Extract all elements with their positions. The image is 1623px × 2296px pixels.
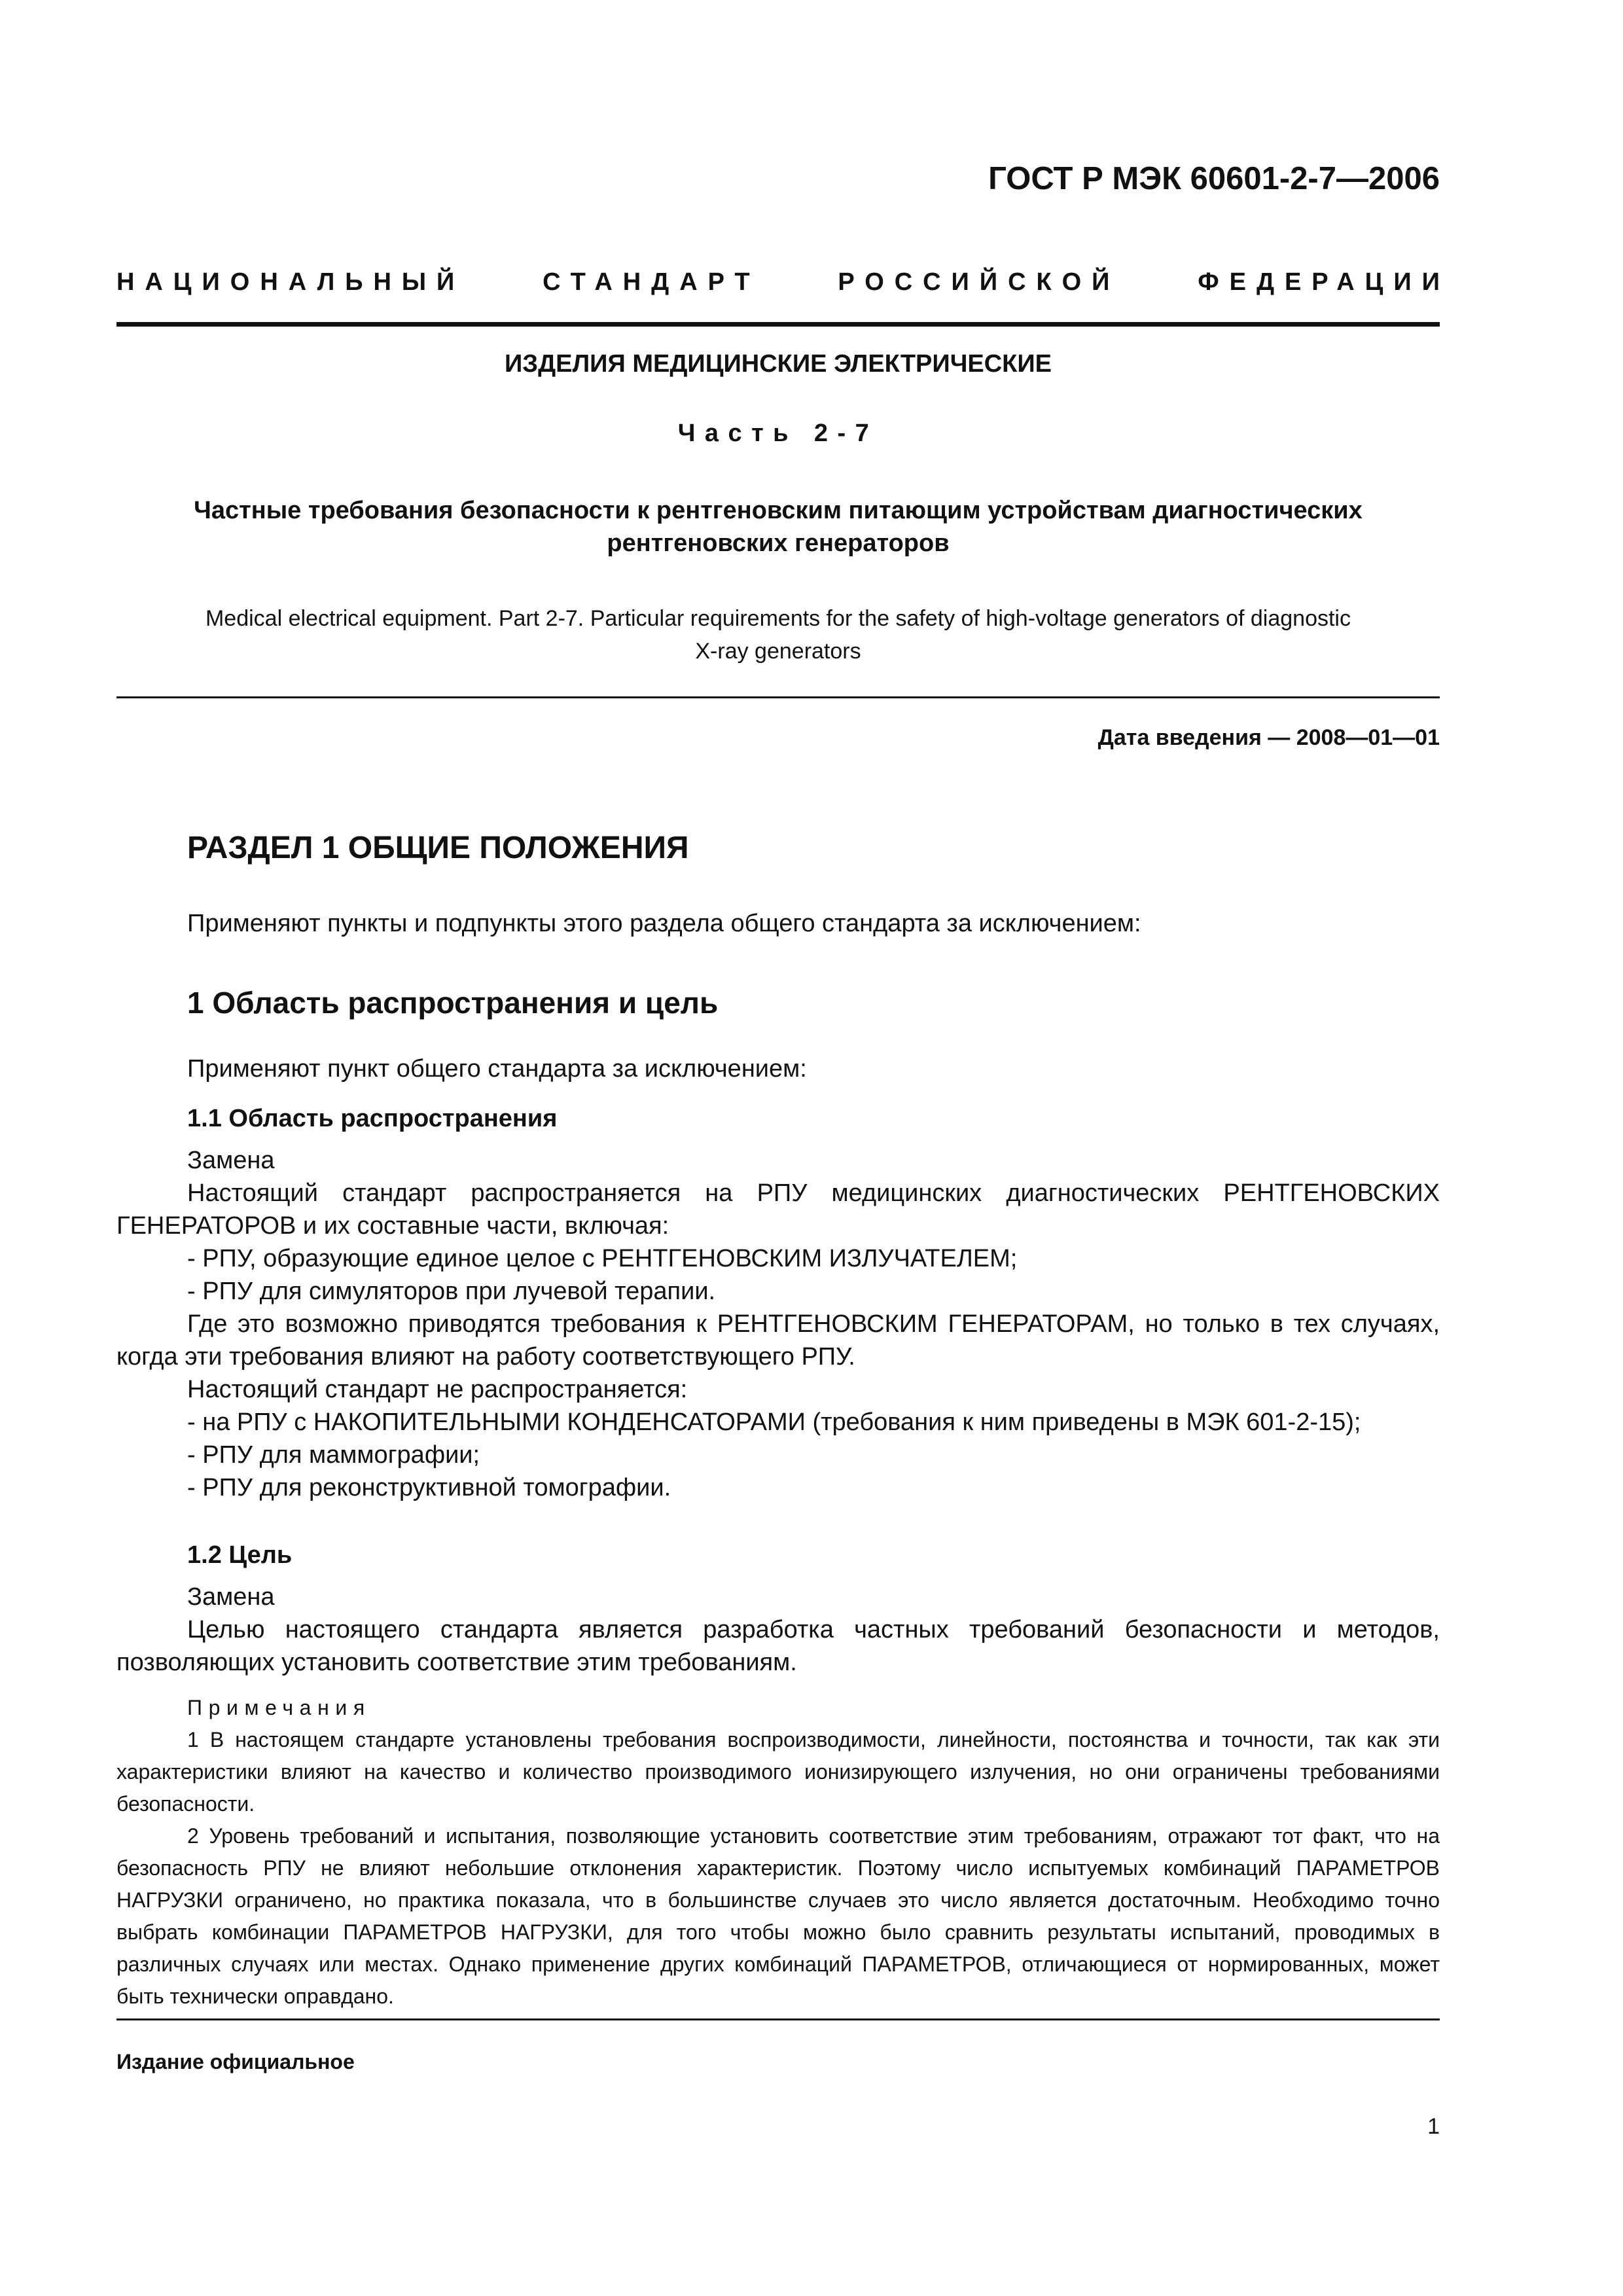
paragraph: Настоящий стандарт распространяется на РПУ медицинских диагностических РЕНТГЕНОВСКИХ ГЕНЕРАТОРОВ и их составные части, включая: [116, 1179, 1440, 1240]
introduction-date: Дата введения — 2008—01—01 [1097, 725, 1440, 750]
footer-divider [116, 2018, 1440, 2020]
document-code: ГОСТ Р МЭК 60601-2-7—2006 [988, 161, 1440, 196]
subtitle-line: Частные требования безопасности к рентгеновским питающим устройствам диагностических [194, 497, 1363, 524]
list-item: - РПУ для реконструктивной томографии. [187, 1474, 671, 1501]
subtitle-line: рентгеновских генераторов [607, 529, 950, 557]
edition-label: Издание официальное [116, 2050, 355, 2073]
section-heading: РАЗДЕЛ 1 ОБЩИЕ ПОЛОЖЕНИЯ [187, 831, 689, 865]
english-title-line: Medical electrical equipment. Part 2-7. Particular requirements for the safety of high-voltage generators of diagnostic [205, 606, 1351, 631]
notes-block [116, 1692, 1440, 2013]
paragraph: Замена [187, 1583, 275, 1611]
scope-body [116, 1144, 1440, 1504]
purpose-body [116, 1581, 1440, 1679]
note-item: 2 Уровень требований и испытания, позволяющие установить соответствие этим требованиям, отражают тот факт, что на безопасность РПУ не влияют небольшие отклонения характеристик. Поэтому число испытуемых комбинаций ПАРАМЕТРОВ НАГРУЗКИ ограничено, но практика показала, что в большинстве случаев это число является достаточным. Необходимо точно выбрать комбинации ПАРАМЕТРОВ НАГРУЗКИ, для того чтобы можно было сравнить результаты испытаний, проводимых в различных случаях или местах. Однако применение других комбинаций ПАРАМЕТРОВ, отличающиеся от нормированных, может быть технически оправдано. [116, 1824, 1440, 2008]
banner-word: НАЦИОНАЛЬНЫЙ [116, 268, 465, 296]
banner-word: СТАНДАРТ [543, 268, 760, 296]
paragraph: Настоящий стандарт не распространяется: [187, 1376, 688, 1403]
clause-intro: Применяют пункт общего стандарта за исключением: [187, 1055, 807, 1083]
list-item: - РПУ для симуляторов при лучевой терапии. [187, 1278, 716, 1305]
subtitle [116, 494, 1440, 560]
list-item: - РПУ, образующие единое целое с РЕНТГЕНОВСКИМ ИЗЛУЧАТЕЛЕМ; [187, 1245, 1018, 1272]
subclause-heading-purpose: 1.2 Цель [187, 1541, 293, 1569]
main-title: ИЗДЕЛИЯ МЕДИЦИНСКИЕ ЭЛЕКТРИЧЕСКИЕ [504, 350, 1052, 378]
national-standard-banner [116, 268, 1450, 296]
title-divider [116, 696, 1440, 698]
section-intro: Применяют пункты и подпункты этого раздела общего стандарта за исключением: [187, 910, 1141, 937]
list-item: - на РПУ с НАКОПИТЕЛЬНЫМИ КОНДЕНСАТОРАМИ (требования к ним приведены в МЭК 601-2-15); [187, 1408, 1361, 1436]
english-title-line: X-ray generators [695, 639, 861, 664]
note-item: 1 В настоящем стандарте установлены требования воспроизводимости, линейности, постоянства и точности, так как эти характеристики влияют на качество и количество производимого ионизирующего излучения, но они ограничены требованиями безопасности. [116, 1728, 1440, 1816]
paragraph: Целью настоящего стандарта является разработка частных требований безопасности и методов, позволяющих установить соответствие этим требованиям. [116, 1616, 1440, 1676]
notes-title: Примечания [187, 1696, 371, 1719]
subclause-heading-scope: 1.1 Область распространения [187, 1105, 558, 1132]
clause-heading: 1 Область распространения и цель [187, 986, 719, 1020]
header-divider [116, 322, 1440, 327]
paragraph: Замена [187, 1147, 275, 1174]
banner-word: РОССИЙСКОЙ [838, 268, 1120, 296]
paragraph: Где это возможно приводятся требования к РЕНТГЕНОВСКИМ ГЕНЕРАТОРАМ, но только в тех случаях, когда эти требования влияют на работу соответствующего РПУ. [116, 1310, 1440, 1371]
page-number: 1 [1427, 2114, 1440, 2139]
english-title [116, 602, 1440, 668]
banner-word: ФЕДЕРАЦИИ [1198, 268, 1450, 296]
part-title: Часть 2-7 [677, 420, 879, 447]
list-item: - РПУ для маммографии; [187, 1441, 480, 1469]
